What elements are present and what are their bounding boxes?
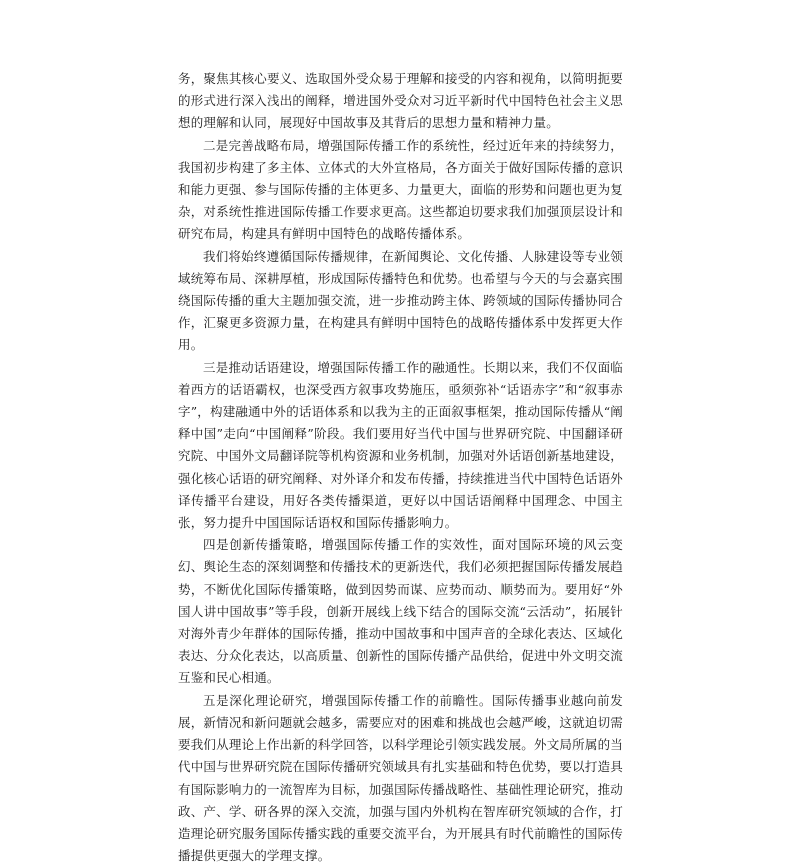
paragraph-4: 三是推动话语建设，增强国际传播工作的融通性。长期以来，我们不仅面临着西方的话语霸权，也深受西方叙事攻势施压，亟须弥补“话语赤字”和“叙事赤字”，构建融通中外的话语体系和以我为主的正面叙事框架，推动国际传播从“阐释中国”走向“中国阐释”阶段。我们要用好当代中国与世界研究院、中国翻译研究院、中国外文局翻译院等机构资源和业务机制，加强对外话语创新基地建设，强化核心话语的研究阐释、对外译介和发布传播，持续推进当代中国特色话语外译传播平台建设，用好各类传播渠道，更好以中国话语阐释中国理念、中国主张，努力提升中国国际话语权和国际传播影响力。 [178,359,623,531]
paragraph-3: 我们将始终遵循国际传播规律，在新闻舆论、文化传播、人脉建设等专业领域统筹布局、深耕厚植，形成国际传播特色和优势。也希望与今天的与会嘉宾围绕国际传播的重大主题加强交流，进一步推动跨主体、跨领域的国际传播协同合作，汇聚更多资源力量，在构建具有鲜明中国特色的战略传播体系中发挥更大作用。 [178,248,623,353]
document-page [178,68,623,867]
paragraph-2: 二是完善战略布局，增强国际传播工作的系统性，经过近年来的持续努力，我国初步构建了多主体、立体式的大外宣格局，各方面关于做好国际传播的意识和能力更强、参与国际传播的主体更多、力量更大，面临的形势和问题也更为复杂，对系统性推进国际传播工作要求更高。这些都迫切要求我们加强顶层设计和研究布局，构建具有鲜明中国特色的战略传播体系。 [178,137,623,242]
paragraph-6: 五是深化理论研究，增强国际传播工作的前瞻性。国际传播事业越向前发展，新情况和新问题就会越多，需要应对的困难和挑战也会越严峻，这就迫切需要我们从理论上作出新的科学回答，以科学理论引领实践发展。外文局所属的当代中国与世界研究院在国际传播研究领域具有扎实基础和特色优势，要以打造具有国际影响力的一流智库为目标，加强国际传播战略性、基础性理论研究，推动政、产、学、研各界的深入交流，加强与国内外机构在智库研究领域的合作，打造理论研究服务国际传播实践的重要交流平台，为开展具有时代前瞻性的国际传播提供更强大的学理支撑。 [178,692,623,864]
paragraph-1: 务，聚焦其核心要义、选取国外受众易于理解和接受的内容和视角，以简明扼要的形式进行深入浅出的阐释，增进国外受众对习近平新时代中国特色社会主义思想的理解和认同，展现好中国故事及其背后的思想力量和精神力量。 [178,71,623,131]
paragraph-5: 四是创新传播策略，增强国际传播工作的实效性，面对国际环境的风云变幻、舆论生态的深刻调整和传播技术的更新迭代，我们必须把握国际传播发展趋势，不断优化国际传播策略，做到因势而谋、应势而动、顺势而为。要用好“外国人讲中国故事”等手段，创新开展线上线下结合的国际交流“云活动”，拓展针对海外青少年群体的国际传播，推动中国故事和中国声音的全球化表达、区域化表达、分众化表达，以高质量、创新性的国际传播产品供给，促进中外文明交流互鉴和民心相通。 [178,537,623,686]
